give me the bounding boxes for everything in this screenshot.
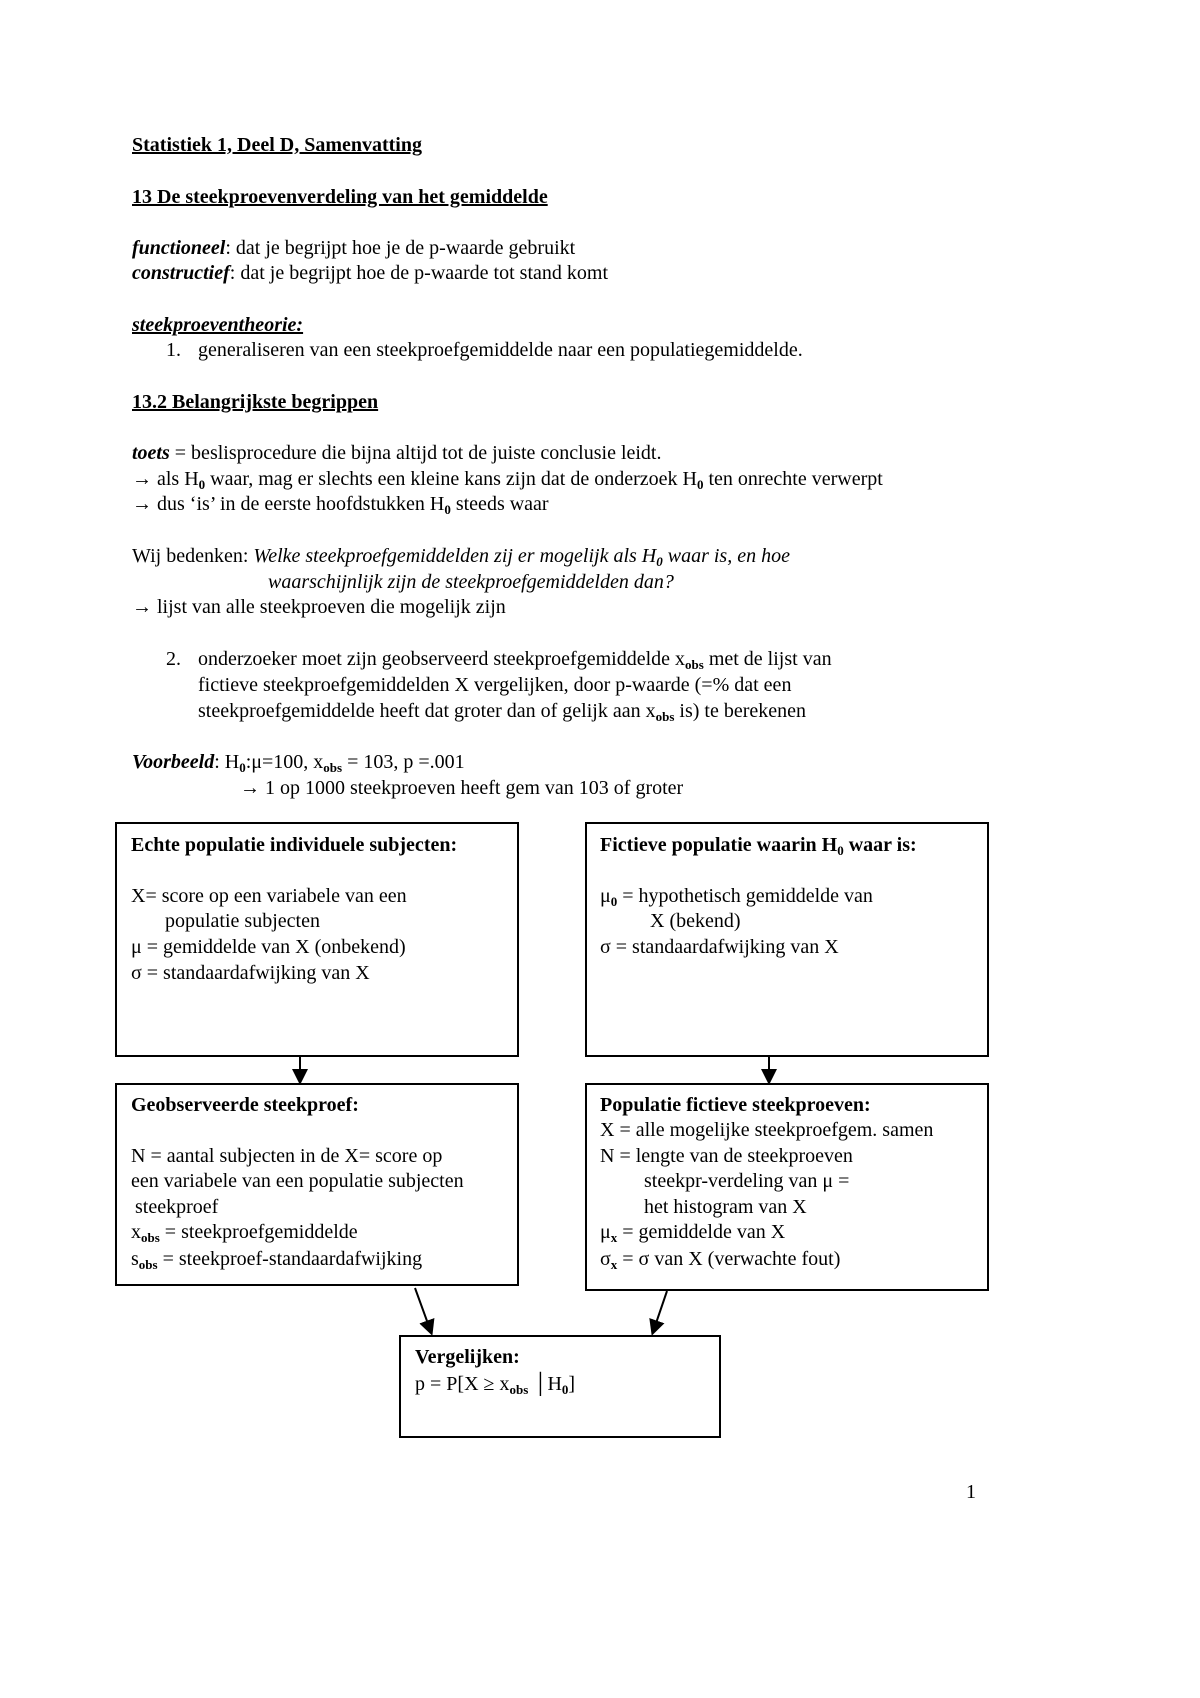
box-geobs-line: N = aantal subjecten in de X= score op <box>131 1145 443 1167</box>
text-segment: μ <box>600 1221 611 1243</box>
text-segment: 0 <box>837 843 844 858</box>
box-echte-line: X= score op een variabele van een <box>131 885 407 907</box>
text-segment: = 103, p =.001 <box>342 751 465 773</box>
text-segment: = hypothetisch gemiddelde van <box>617 885 873 907</box>
document-title: Statistiek 1, Deel D, Samenvatting <box>132 134 422 156</box>
arrow-popfict-to-vergelijken <box>653 1291 667 1332</box>
list-item-1: generaliseren van een steekproefgemiddelde naar een populatiegemiddelde. <box>198 339 803 361</box>
text-segment: Fictieve populatie waarin H <box>600 834 838 856</box>
lijst-line: → lijst van alle steekproeven die mogelijk zijn <box>132 596 506 618</box>
text-segment: x <box>131 1221 141 1243</box>
box-popfict-line: N = lengte van de steekproeven <box>600 1145 853 1167</box>
text-segment: obs <box>509 1382 529 1397</box>
text-segment: ten onrechte verwerpt <box>703 468 883 490</box>
box-geobs-line: een variabele van een populatie subjecten <box>131 1170 464 1192</box>
text-segment: steekproefgemiddelde heeft dat groter dan of gelijk aan x <box>198 700 656 722</box>
text-segment: = steekproef-standaardafwijking <box>157 1248 423 1270</box>
text-segment: obs <box>141 1230 160 1245</box>
box-echte-line: σ = standaardafwijking van X <box>131 962 370 984</box>
text-segment: met de lijst van <box>703 648 832 670</box>
text-segment: 0 <box>561 1382 569 1397</box>
text-segment: 0 <box>610 894 618 909</box>
steekproeventheorie-label: steekproeventheorie: <box>132 314 304 336</box>
text-segment: steeds waar <box>450 493 549 515</box>
text-segment: p = P[X ≥ x <box>415 1373 510 1395</box>
text-segment: obs <box>655 709 675 724</box>
text-segment: σ <box>600 1248 611 1270</box>
box-fictief-line: X (bekend) <box>650 910 741 932</box>
box-fictief-line: σ = standaardafwijking van X <box>600 936 839 958</box>
text-segment: = gemiddelde van X <box>617 1221 786 1243</box>
text-segment: obs <box>323 760 343 775</box>
text-segment: 0 <box>444 502 451 517</box>
text-segment: is) te berekenen <box>674 700 806 722</box>
text-segment: waar is, en hoe <box>662 545 790 567</box>
box-echte-line: populatie subjecten <box>165 910 320 932</box>
text-segment: 0 <box>239 760 246 775</box>
text-segment: : dat je begrijpt hoe de p-waarde tot stand komt <box>229 262 609 284</box>
text-segment: = beslisprocedure die bijna altijd tot de juiste conclusie leidt. <box>169 442 662 464</box>
page-number: 1 <box>966 1481 976 1503</box>
box-echte-title: Echte populatie individuele subjecten: <box>131 834 458 856</box>
box-popfict-title: Populatie fictieve steekproeven: <box>600 1094 871 1116</box>
box-echte-line: μ = gemiddelde van X (onbekend) <box>131 936 406 958</box>
text-segment: s <box>131 1248 139 1270</box>
text-segment: x <box>610 1257 618 1272</box>
box-popfict-line: steekpr-verdeling van μ = <box>644 1170 850 1192</box>
text-segment: → als H <box>132 468 199 490</box>
text-segment: : dat je begrijpt hoe je de p-waarde gebruikt <box>225 237 576 259</box>
text-segment: = steekproefgemiddelde <box>159 1221 358 1243</box>
text-segment: μ <box>600 885 611 907</box>
heading-13: 13 De steekproevenverdeling van het gemiddelde <box>132 186 548 208</box>
text-segment: toets <box>132 442 170 464</box>
box-geobs-line: steekproef <box>135 1196 219 1218</box>
text-segment: obs <box>138 1257 158 1272</box>
text-segment: obs <box>685 657 704 672</box>
text-segment: ] <box>568 1373 576 1395</box>
text-segment: Welke steekproefgemiddelden zij er mogelijk als H <box>253 545 657 567</box>
heading-13-2: 13.2 Belangrijkste begrippen <box>132 391 379 413</box>
text-segment: = σ van X (verwachte fout) <box>617 1248 841 1270</box>
text-segment: constructief <box>132 262 230 284</box>
text-segment: │H <box>528 1373 562 1395</box>
list-item-1-number: 1. <box>166 339 181 361</box>
text-segment: Wij bedenken: <box>132 545 254 567</box>
box-popfict-line: het histogram van X <box>644 1196 807 1218</box>
text-segment: waar is: <box>843 834 917 856</box>
box-geobs-title: Geobserveerde steekproef: <box>131 1094 359 1116</box>
text-segment: onderzoeker moet zijn geobserveerd steekproefgemiddelde x <box>198 648 686 670</box>
list-item-2-number: 2. <box>166 648 181 670</box>
text-segment: : H <box>214 751 240 773</box>
text-segment: 0 <box>656 554 663 569</box>
arrow-geobs-to-vergelijken <box>415 1288 431 1332</box>
wij-bedenken-cont: waarschijnlijk zijn de steekproefgemiddelden dan? <box>268 571 674 593</box>
text-segment: 0 <box>198 477 206 492</box>
text-segment: waar, mag er slechts een kleine kans zijn dat de onderzoek H <box>205 468 697 490</box>
text-segment: functioneel <box>132 237 226 259</box>
voorbeeld-conclusion: → 1 op 1000 steekproeven heeft gem van 103 of groter <box>240 777 684 799</box>
text-segment: x <box>610 1230 618 1245</box>
text-segment: 0 <box>696 477 704 492</box>
box-vergelijken-title: Vergelijken: <box>415 1346 520 1368</box>
text-segment: :μ=100, x <box>245 751 324 773</box>
box-popfict-line: X = alle mogelijke steekproefgem. samen <box>600 1119 934 1141</box>
text-segment: → dus ‘is’ in de eerste hoofdstukken H <box>132 493 445 515</box>
list-item-2-line-2: fictieve steekproefgemiddelden X vergelijken, door p-waarde (=% dat een <box>198 674 792 696</box>
text-segment: Voorbeeld <box>132 751 215 773</box>
